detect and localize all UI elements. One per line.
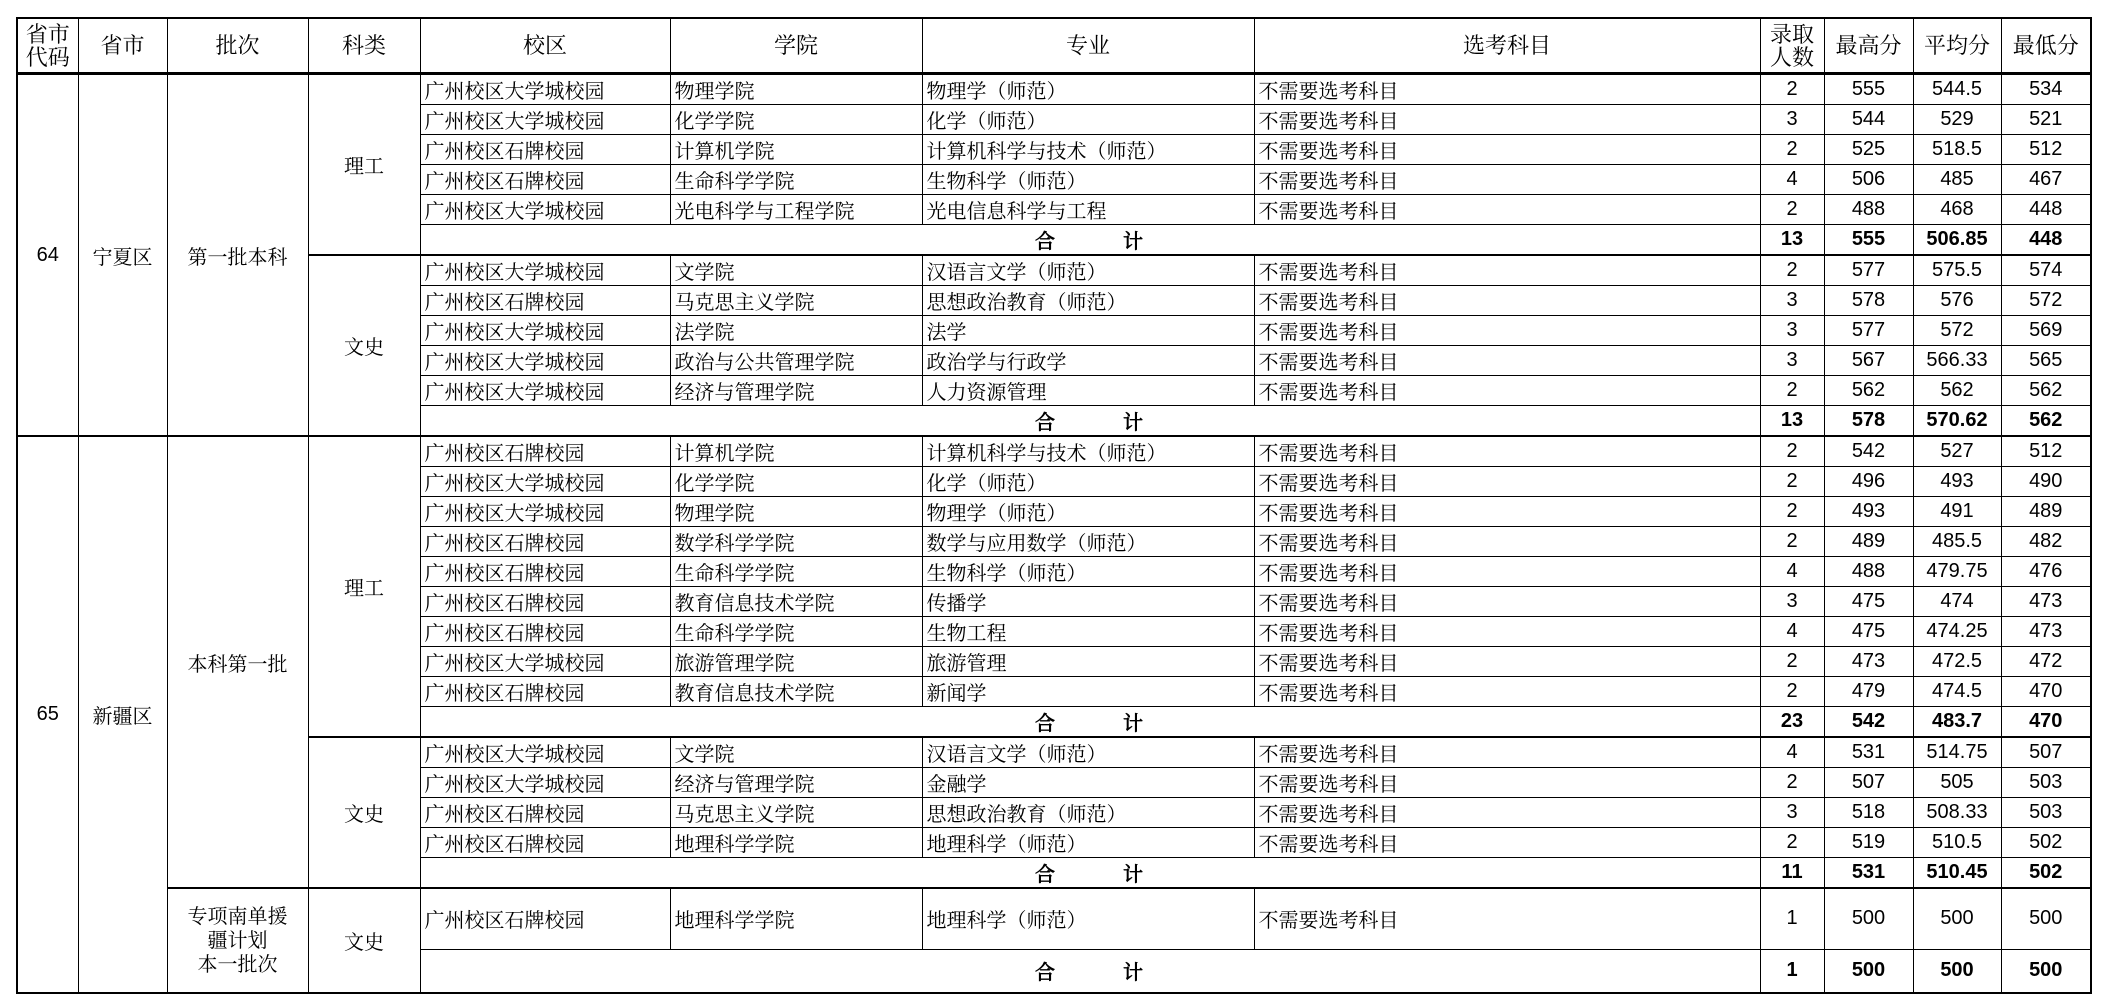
- cell-subjects: 不需要选考科目: [1254, 74, 1760, 105]
- cell-campus: 广州校区石牌校园: [420, 527, 670, 557]
- category: 理工: [308, 436, 420, 737]
- cell-avg: 472.5: [1913, 647, 2001, 677]
- cell-subjects: 不需要选考科目: [1254, 467, 1760, 497]
- category: 文史: [308, 737, 420, 888]
- cell-campus: 广州校区大学城校园: [420, 768, 670, 798]
- cell-major: 思想政治教育（师范）: [922, 798, 1254, 828]
- cell-min: 472: [2001, 647, 2091, 677]
- total-label: 合 计: [420, 707, 1760, 738]
- total-admitted: 13: [1760, 225, 1824, 256]
- cell-major: 思想政治教育（师范）: [922, 286, 1254, 316]
- cell-max: 544: [1824, 105, 1913, 135]
- cell-major: 传播学: [922, 587, 1254, 617]
- cell-min: 503: [2001, 768, 2091, 798]
- cell-avg: 485.5: [1913, 527, 2001, 557]
- cell-admitted: 4: [1760, 165, 1824, 195]
- cell-major: 化学（师范）: [922, 467, 1254, 497]
- cell-major: 汉语言文学（师范）: [922, 255, 1254, 286]
- cell-college: 生命科学学院: [670, 557, 922, 587]
- total-max: 578: [1824, 406, 1913, 437]
- header-category: 科类: [308, 18, 420, 74]
- cell-min: 467: [2001, 165, 2091, 195]
- cell-college: 化学学院: [670, 467, 922, 497]
- province-name: 新疆区: [78, 436, 167, 993]
- cell-avg: 510.5: [1913, 828, 2001, 858]
- cell-min: 521: [2001, 105, 2091, 135]
- cell-college: 旅游管理学院: [670, 647, 922, 677]
- total-avg: 510.45: [1913, 858, 2001, 889]
- cell-college: 文学院: [670, 737, 922, 768]
- table-row: [17, 888, 2091, 949]
- cell-avg: 575.5: [1913, 255, 2001, 286]
- cell-min: 507: [2001, 737, 2091, 768]
- cell-min: 572: [2001, 286, 2091, 316]
- cell-major: 生物科学（师范）: [922, 165, 1254, 195]
- cell-admitted: 2: [1760, 436, 1824, 467]
- cell-avg: 529: [1913, 105, 2001, 135]
- cell-avg: 518.5: [1913, 135, 2001, 165]
- cell-campus: 广州校区石牌校园: [420, 677, 670, 707]
- cell-avg: 474.5: [1913, 677, 2001, 707]
- cell-avg: 544.5: [1913, 74, 2001, 105]
- cell-avg: 572: [1913, 316, 2001, 346]
- cell-college: 物理学院: [670, 497, 922, 527]
- cell-campus: 广州校区石牌校园: [420, 165, 670, 195]
- cell-subjects: 不需要选考科目: [1254, 436, 1760, 467]
- header-subjects: 选考科目: [1254, 18, 1760, 74]
- header-batch: 批次: [167, 18, 308, 74]
- batch-name-line: 本一批次: [197, 953, 278, 976]
- cell-avg: 508.33: [1913, 798, 2001, 828]
- total-avg: 506.85: [1913, 225, 2001, 256]
- cell-admitted: 1: [1760, 888, 1824, 949]
- cell-admitted: 2: [1760, 255, 1824, 286]
- cell-min: 500: [2001, 888, 2091, 949]
- cell-subjects: 不需要选考科目: [1254, 135, 1760, 165]
- cell-campus: 广州校区大学城校园: [420, 74, 670, 105]
- cell-max: 500: [1824, 888, 1913, 949]
- cell-max: 475: [1824, 587, 1913, 617]
- batch-name: [167, 888, 308, 993]
- cell-max: 506: [1824, 165, 1913, 195]
- total-min: 470: [2001, 707, 2091, 738]
- header-code: 省市代码: [17, 18, 78, 74]
- cell-admitted: 2: [1760, 497, 1824, 527]
- cell-avg: 474.25: [1913, 617, 2001, 647]
- cell-min: 574: [2001, 255, 2091, 286]
- cell-college: 政治与公共管理学院: [670, 346, 922, 376]
- cell-max: 475: [1824, 617, 1913, 647]
- cell-major: 计算机科学与技术（师范）: [922, 135, 1254, 165]
- cell-major: 政治学与行政学: [922, 346, 1254, 376]
- batch-name-line: 专项南单援: [187, 905, 288, 928]
- cell-major: 物理学（师范）: [922, 497, 1254, 527]
- cell-campus: 广州校区大学城校园: [420, 497, 670, 527]
- table-row: [17, 74, 2091, 105]
- cell-major: 新闻学: [922, 677, 1254, 707]
- cell-min: 569: [2001, 316, 2091, 346]
- cell-major: 化学（师范）: [922, 105, 1254, 135]
- cell-subjects: 不需要选考科目: [1254, 376, 1760, 406]
- total-label: 合 计: [420, 406, 1760, 437]
- cell-major: 生物工程: [922, 617, 1254, 647]
- total-max: 500: [1824, 949, 1913, 993]
- cell-avg: 562: [1913, 376, 2001, 406]
- cell-min: 562: [2001, 376, 2091, 406]
- total-max: 555: [1824, 225, 1913, 256]
- cell-min: 473: [2001, 587, 2091, 617]
- cell-admitted: 3: [1760, 105, 1824, 135]
- cell-min: 512: [2001, 436, 2091, 467]
- cell-subjects: 不需要选考科目: [1254, 195, 1760, 225]
- cell-campus: 广州校区石牌校园: [420, 557, 670, 587]
- cell-admitted: 2: [1760, 135, 1824, 165]
- table-row: [17, 436, 2091, 467]
- cell-min: 503: [2001, 798, 2091, 828]
- cell-major: 人力资源管理: [922, 376, 1254, 406]
- cell-college: 经济与管理学院: [670, 376, 922, 406]
- cell-max: 496: [1824, 467, 1913, 497]
- total-admitted: 11: [1760, 858, 1824, 889]
- cell-major: 地理科学（师范）: [922, 828, 1254, 858]
- cell-max: 525: [1824, 135, 1913, 165]
- cell-avg: 527: [1913, 436, 2001, 467]
- cell-subjects: 不需要选考科目: [1254, 255, 1760, 286]
- cell-major: 光电信息科学与工程: [922, 195, 1254, 225]
- cell-avg: 474: [1913, 587, 2001, 617]
- cell-major: 计算机科学与技术（师范）: [922, 436, 1254, 467]
- total-admitted: 13: [1760, 406, 1824, 437]
- cell-min: 448: [2001, 195, 2091, 225]
- total-min: 448: [2001, 225, 2091, 256]
- cell-major: 数学与应用数学（师范）: [922, 527, 1254, 557]
- cell-college: 马克思主义学院: [670, 286, 922, 316]
- cell-max: 562: [1824, 376, 1913, 406]
- cell-college: 物理学院: [670, 74, 922, 105]
- total-min: 502: [2001, 858, 2091, 889]
- cell-admitted: 2: [1760, 828, 1824, 858]
- admission-scores-table: [16, 17, 2092, 994]
- cell-max: 507: [1824, 768, 1913, 798]
- cell-college: 文学院: [670, 255, 922, 286]
- batch-name-line: 疆计划: [207, 929, 268, 952]
- cell-min: 476: [2001, 557, 2091, 587]
- cell-avg: 479.75: [1913, 557, 2001, 587]
- total-label: 合 计: [420, 949, 1760, 993]
- cell-campus: 广州校区大学城校园: [420, 467, 670, 497]
- cell-admitted: 2: [1760, 647, 1824, 677]
- total-max: 542: [1824, 707, 1913, 738]
- cell-major: 地理科学（师范）: [922, 888, 1254, 949]
- cell-campus: 广州校区大学城校园: [420, 195, 670, 225]
- cell-subjects: 不需要选考科目: [1254, 888, 1760, 949]
- cell-max: 567: [1824, 346, 1913, 376]
- cell-subjects: 不需要选考科目: [1254, 165, 1760, 195]
- header-avg: 平均分: [1913, 18, 2001, 74]
- cell-admitted: 2: [1760, 376, 1824, 406]
- cell-subjects: 不需要选考科目: [1254, 346, 1760, 376]
- cell-max: 488: [1824, 557, 1913, 587]
- cell-campus: 广州校区大学城校园: [420, 346, 670, 376]
- header-province: 省市: [78, 18, 167, 74]
- cell-college: 教育信息技术学院: [670, 587, 922, 617]
- cell-college: 计算机学院: [670, 135, 922, 165]
- cell-subjects: 不需要选考科目: [1254, 557, 1760, 587]
- cell-college: 光电科学与工程学院: [670, 195, 922, 225]
- cell-avg: 493: [1913, 467, 2001, 497]
- cell-admitted: 2: [1760, 195, 1824, 225]
- cell-subjects: 不需要选考科目: [1254, 497, 1760, 527]
- header-admitted: 录取人数: [1760, 18, 1824, 74]
- cell-admitted: 3: [1760, 316, 1824, 346]
- cell-min: 490: [2001, 467, 2091, 497]
- cell-min: 512: [2001, 135, 2091, 165]
- total-avg: 483.7: [1913, 707, 2001, 738]
- cell-admitted: 3: [1760, 286, 1824, 316]
- cell-admitted: 3: [1760, 346, 1824, 376]
- cell-max: 493: [1824, 497, 1913, 527]
- cell-college: 地理科学学院: [670, 888, 922, 949]
- header-max: 最高分: [1824, 18, 1913, 74]
- header-campus: 校区: [420, 18, 670, 74]
- cell-college: 计算机学院: [670, 436, 922, 467]
- cell-college: 经济与管理学院: [670, 768, 922, 798]
- cell-college: 地理科学学院: [670, 828, 922, 858]
- cell-subjects: 不需要选考科目: [1254, 828, 1760, 858]
- cell-campus: 广州校区大学城校园: [420, 376, 670, 406]
- cell-admitted: 2: [1760, 467, 1824, 497]
- cell-max: 488: [1824, 195, 1913, 225]
- cell-campus: 广州校区石牌校园: [420, 436, 670, 467]
- cell-max: 577: [1824, 255, 1913, 286]
- cell-min: 565: [2001, 346, 2091, 376]
- cell-min: 489: [2001, 497, 2091, 527]
- cell-avg: 505: [1913, 768, 2001, 798]
- cell-subjects: 不需要选考科目: [1254, 677, 1760, 707]
- cell-admitted: 2: [1760, 74, 1824, 105]
- cell-college: 教育信息技术学院: [670, 677, 922, 707]
- cell-max: 518: [1824, 798, 1913, 828]
- header-min: 最低分: [2001, 18, 2091, 74]
- cell-campus: 广州校区石牌校园: [420, 286, 670, 316]
- cell-avg: 485: [1913, 165, 2001, 195]
- table-row: [17, 255, 2091, 286]
- total-max: 531: [1824, 858, 1913, 889]
- cell-admitted: 2: [1760, 768, 1824, 798]
- total-avg: 570.62: [1913, 406, 2001, 437]
- cell-major: 物理学（师范）: [922, 74, 1254, 105]
- cell-min: 482: [2001, 527, 2091, 557]
- header-row: [17, 18, 2091, 74]
- cell-subjects: 不需要选考科目: [1254, 798, 1760, 828]
- cell-campus: 广州校区大学城校园: [420, 647, 670, 677]
- cell-campus: 广州校区石牌校园: [420, 888, 670, 949]
- cell-admitted: 4: [1760, 737, 1824, 768]
- cell-major: 法学: [922, 316, 1254, 346]
- header-major: 专业: [922, 18, 1254, 74]
- cell-major: 金融学: [922, 768, 1254, 798]
- cell-max: 489: [1824, 527, 1913, 557]
- cell-min: 502: [2001, 828, 2091, 858]
- cell-subjects: 不需要选考科目: [1254, 647, 1760, 677]
- table-row: [17, 737, 2091, 768]
- cell-min: 534: [2001, 74, 2091, 105]
- cell-campus: 广州校区大学城校园: [420, 255, 670, 286]
- cell-major: 旅游管理: [922, 647, 1254, 677]
- cell-college: 法学院: [670, 316, 922, 346]
- cell-avg: 566.33: [1913, 346, 2001, 376]
- cell-subjects: 不需要选考科目: [1254, 768, 1760, 798]
- cell-campus: 广州校区石牌校园: [420, 135, 670, 165]
- cell-admitted: 4: [1760, 557, 1824, 587]
- cell-max: 578: [1824, 286, 1913, 316]
- cell-max: 519: [1824, 828, 1913, 858]
- category: 文史: [308, 255, 420, 436]
- batch-name: 本科第一批: [167, 436, 308, 888]
- cell-campus: 广州校区石牌校园: [420, 798, 670, 828]
- cell-major: 汉语言文学（师范）: [922, 737, 1254, 768]
- cell-max: 577: [1824, 316, 1913, 346]
- cell-avg: 468: [1913, 195, 2001, 225]
- cell-admitted: 2: [1760, 527, 1824, 557]
- cell-max: 555: [1824, 74, 1913, 105]
- cell-max: 473: [1824, 647, 1913, 677]
- cell-campus: 广州校区大学城校园: [420, 105, 670, 135]
- total-label: 合 计: [420, 225, 1760, 256]
- cell-subjects: 不需要选考科目: [1254, 737, 1760, 768]
- cell-avg: 491: [1913, 497, 2001, 527]
- category: 文史: [308, 888, 420, 993]
- cell-campus: 广州校区石牌校园: [420, 828, 670, 858]
- cell-college: 化学学院: [670, 105, 922, 135]
- total-min: 562: [2001, 406, 2091, 437]
- province-code: 64: [17, 74, 78, 437]
- cell-major: 生物科学（师范）: [922, 557, 1254, 587]
- cell-college: 数学科学学院: [670, 527, 922, 557]
- cell-max: 531: [1824, 737, 1913, 768]
- category: 理工: [308, 74, 420, 256]
- cell-subjects: 不需要选考科目: [1254, 286, 1760, 316]
- cell-admitted: 3: [1760, 587, 1824, 617]
- cell-max: 479: [1824, 677, 1913, 707]
- cell-admitted: 2: [1760, 677, 1824, 707]
- cell-max: 542: [1824, 436, 1913, 467]
- cell-campus: 广州校区大学城校园: [420, 316, 670, 346]
- cell-subjects: 不需要选考科目: [1254, 316, 1760, 346]
- batch-name: 第一批本科: [167, 74, 308, 437]
- total-avg: 500: [1913, 949, 2001, 993]
- cell-subjects: 不需要选考科目: [1254, 587, 1760, 617]
- province-name: 宁夏区: [78, 74, 167, 437]
- cell-subjects: 不需要选考科目: [1254, 105, 1760, 135]
- total-label: 合 计: [420, 858, 1760, 889]
- cell-min: 473: [2001, 617, 2091, 647]
- cell-avg: 576: [1913, 286, 2001, 316]
- cell-avg: 514.75: [1913, 737, 2001, 768]
- cell-college: 生命科学学院: [670, 165, 922, 195]
- total-min: 500: [2001, 949, 2091, 993]
- cell-college: 马克思主义学院: [670, 798, 922, 828]
- cell-min: 470: [2001, 677, 2091, 707]
- header-college: 学院: [670, 18, 922, 74]
- cell-college: 生命科学学院: [670, 617, 922, 647]
- cell-campus: 广州校区石牌校园: [420, 617, 670, 647]
- cell-subjects: 不需要选考科目: [1254, 617, 1760, 647]
- province-code: 65: [17, 436, 78, 993]
- cell-avg: 500: [1913, 888, 2001, 949]
- total-admitted: 23: [1760, 707, 1824, 738]
- total-admitted: 1: [1760, 949, 1824, 993]
- table-body: [17, 74, 2091, 994]
- cell-campus: 广州校区石牌校园: [420, 587, 670, 617]
- cell-subjects: 不需要选考科目: [1254, 527, 1760, 557]
- cell-admitted: 3: [1760, 798, 1824, 828]
- cell-campus: 广州校区大学城校园: [420, 737, 670, 768]
- cell-admitted: 4: [1760, 617, 1824, 647]
